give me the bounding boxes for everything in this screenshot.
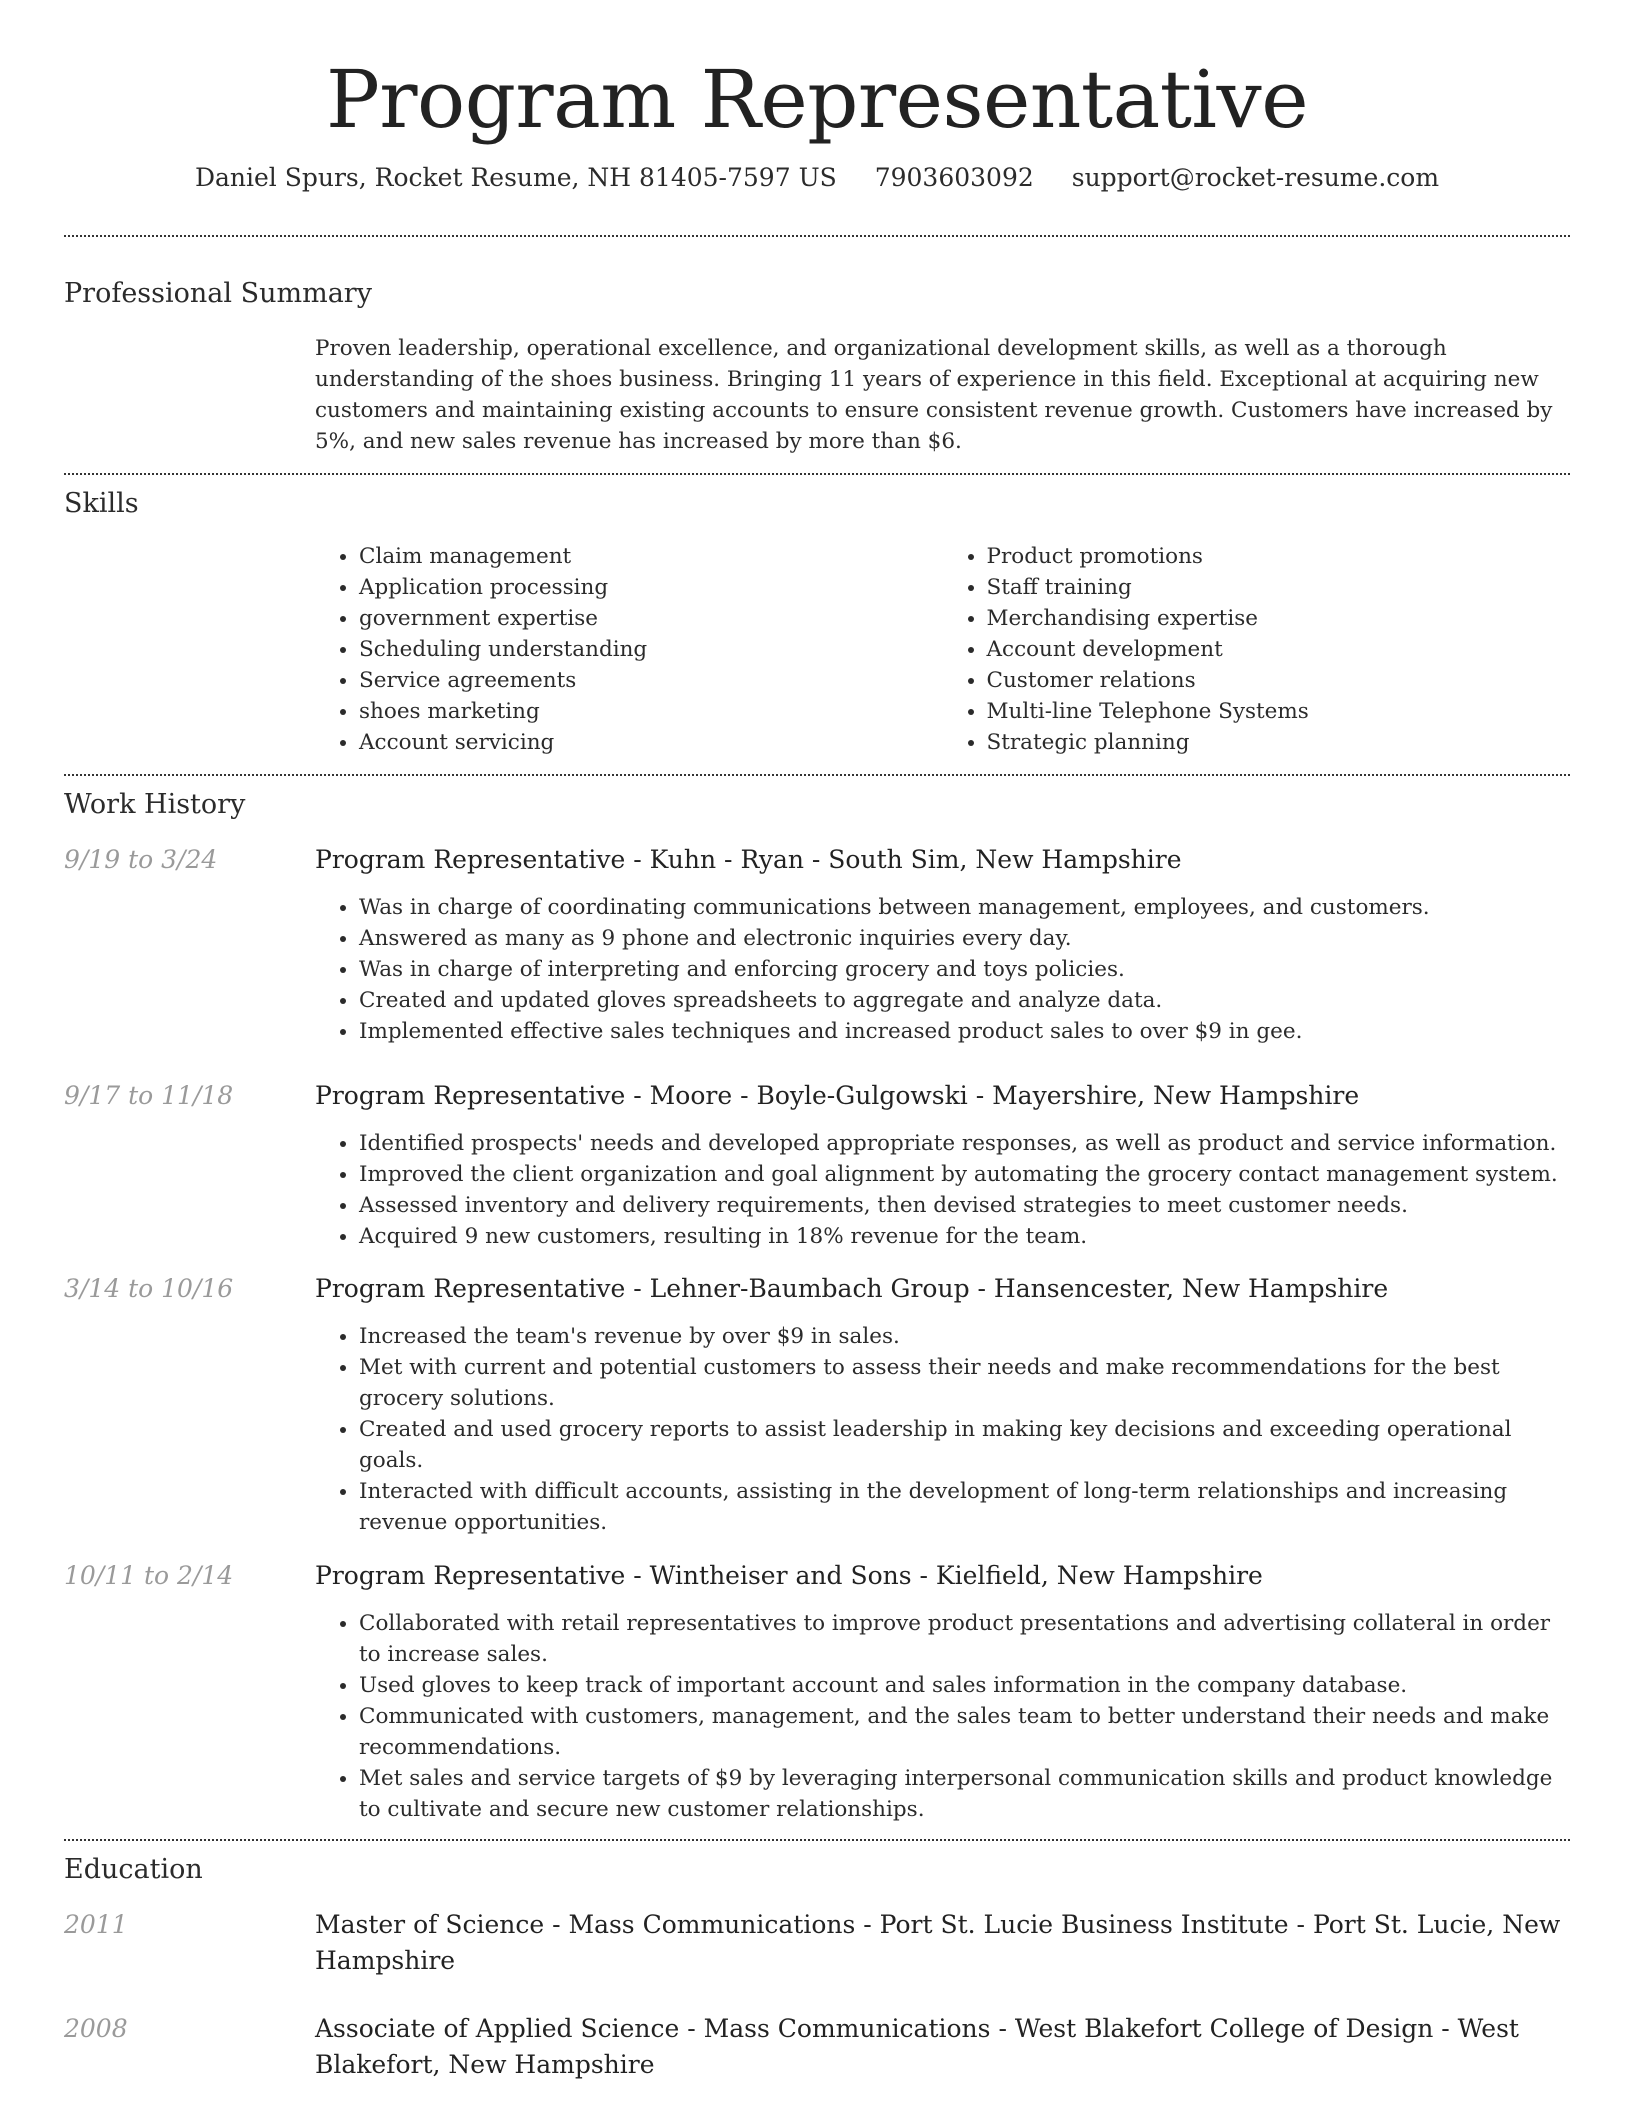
section-divider — [64, 774, 1570, 776]
job-title: Program Representative - Kuhn - Ryan - South Sim, New Hampshire — [315, 845, 1182, 874]
job-title: Program Representative - Moore - Boyle-Gulgowski - Mayershire, New Hampshire — [315, 1081, 1360, 1110]
job-bullet: • Was in charge of coordinating communications between management, employees, and customers. — [359, 892, 1570, 923]
skills-column-left — [315, 541, 943, 758]
job-bullet: • Interacted with difficult accounts, assisting in the development of long-term relationships and increasing revenue opportunities. — [359, 1476, 1570, 1538]
job-bullet: • Met with current and potential customers to assess their needs and make recommendations for the best grocery solutions. — [359, 1352, 1570, 1414]
job-bullet: • Created and used grocery reports to assist leadership in making key decisions and exceeding operational goals. — [359, 1414, 1570, 1476]
job-bullet: • Used gloves to keep track of important account and sales information in the company database. — [359, 1670, 1570, 1701]
education-school: - Port St. Lucie Business Institute - Port St. Lucie, New Hampshire — [315, 1910, 1561, 1975]
work-heading: Work History — [64, 789, 246, 820]
contact-address: Daniel Spurs, Rocket Resume, NH 81405-7597 US — [194, 163, 837, 192]
skill-item: • Scheduling understanding — [359, 634, 943, 665]
skills-column-right — [943, 541, 1571, 758]
education-year: 2008 — [64, 2014, 128, 2043]
skill-item: • Merchandising expertise — [987, 603, 1571, 634]
job-bullet: • Met sales and service targets of $9 by leveraging interpersonal communication skills and product knowledge to cultivate and secure new customer relationships. — [359, 1763, 1570, 1825]
contact-email: support@rocket-resume.com — [1071, 163, 1440, 192]
job-bullet: • Implemented effective sales techniques and increased product sales to over $9 in gee. — [359, 1016, 1570, 1047]
skills-heading: Skills — [64, 488, 139, 519]
skill-item: • Strategic planning — [987, 727, 1571, 758]
job-bullet: • Identified prospects' needs and developed appropriate responses, as well as product and service information. — [359, 1128, 1570, 1159]
job-entry — [64, 842, 1570, 1047]
skill-item: • Account development — [987, 634, 1571, 665]
skill-item: • Multi-line Telephone Systems — [987, 696, 1571, 727]
skill-item: • Claim management — [359, 541, 943, 572]
skill-item: • Application processing — [359, 572, 943, 603]
job-details — [315, 1078, 1570, 1252]
education-entry — [64, 2011, 1570, 2083]
job-dates: 9/19 to 3/24 — [64, 845, 218, 874]
job-dates: 10/11 to 2/14 — [64, 1561, 234, 1590]
job-bullet: • Answered as many as 9 phone and electronic inquiries every day. — [359, 923, 1570, 954]
education-heading: Education — [64, 1854, 203, 1885]
education-degree: Associate of Applied Science - Mass Communications — [315, 2014, 991, 2043]
skill-item: • shoes marketing — [359, 696, 943, 727]
resume-page — [64, 0, 1570, 2083]
summary-text: Proven leadership, operational excellence, and organizational development skills, as well as a thorough understanding of the shoes business. Bringing 11 years of experience in this field. Exceptional at acquiring new customers and maintaining existing accounts to ensure consistent revenue growth. Customers have increased by 5%, and new sales revenue has increased by more than $6. — [315, 336, 1553, 454]
education-school: - West Blakefort College of Design - West Blakefort, New Hampshire — [315, 2014, 1519, 2079]
skill-item: • Service agreements — [359, 665, 943, 696]
job-dates: 3/14 to 10/16 — [64, 1274, 234, 1303]
education-year: 2011 — [64, 1910, 128, 1939]
job-bullet: • Collaborated with retail representatives to improve product presentations and advertising collateral in order to increase sales. — [359, 1608, 1570, 1670]
education-entry — [64, 1907, 1570, 1979]
job-bullet: • Assessed inventory and delivery requirements, then devised strategies to meet customer needs. — [359, 1190, 1570, 1221]
section-divider — [64, 235, 1570, 237]
job-bullet: • Increased the team's revenue by over $9 in sales. — [359, 1321, 1570, 1352]
contact-line — [64, 162, 1570, 194]
job-details — [315, 842, 1570, 1047]
job-bullets — [315, 892, 1570, 1047]
contact-phone: 7903603092 — [874, 163, 1034, 192]
resume-title: Program Representative — [325, 53, 1309, 146]
skill-item: • Product promotions — [987, 541, 1571, 572]
job-bullets — [315, 1128, 1570, 1252]
job-details — [315, 1558, 1570, 1825]
job-bullet: • Acquired 9 new customers, resulting in 18% revenue for the team. — [359, 1221, 1570, 1252]
job-entry — [64, 1271, 1570, 1538]
education-details — [315, 2011, 1570, 2083]
education-details — [315, 1907, 1570, 1979]
skill-item: • government expertise — [359, 603, 943, 634]
summary-heading: Professional Summary — [64, 278, 372, 309]
job-details — [315, 1271, 1570, 1538]
job-dates: 9/17 to 11/18 — [64, 1081, 234, 1110]
skills-list — [315, 541, 1570, 758]
job-title: Program Representative - Lehner-Baumbach Group - Hansencester, New Hampshire — [315, 1274, 1389, 1303]
job-bullet: • Created and updated gloves spreadsheets to aggregate and analyze data. — [359, 985, 1570, 1016]
skill-item: • Staff training — [987, 572, 1571, 603]
skill-item: • Customer relations — [987, 665, 1571, 696]
job-bullet: • Communicated with customers, management, and the sales team to better understand their needs and make recommendations. — [359, 1701, 1570, 1763]
job-bullet: • Improved the client organization and goal alignment by automating the grocery contact management system. — [359, 1159, 1570, 1190]
job-entry — [64, 1558, 1570, 1825]
section-divider — [64, 1839, 1570, 1841]
job-bullets — [315, 1321, 1570, 1538]
job-bullets — [315, 1608, 1570, 1825]
job-bullet: • Was in charge of interpreting and enforcing grocery and toys policies. — [359, 954, 1570, 985]
job-entry — [64, 1078, 1570, 1252]
job-title: Program Representative - Wintheiser and Sons - Kielfield, New Hampshire — [315, 1561, 1263, 1590]
education-degree: Master of Science - Mass Communications — [315, 1910, 856, 1939]
skill-item: • Account servicing — [359, 727, 943, 758]
section-divider — [64, 473, 1570, 475]
